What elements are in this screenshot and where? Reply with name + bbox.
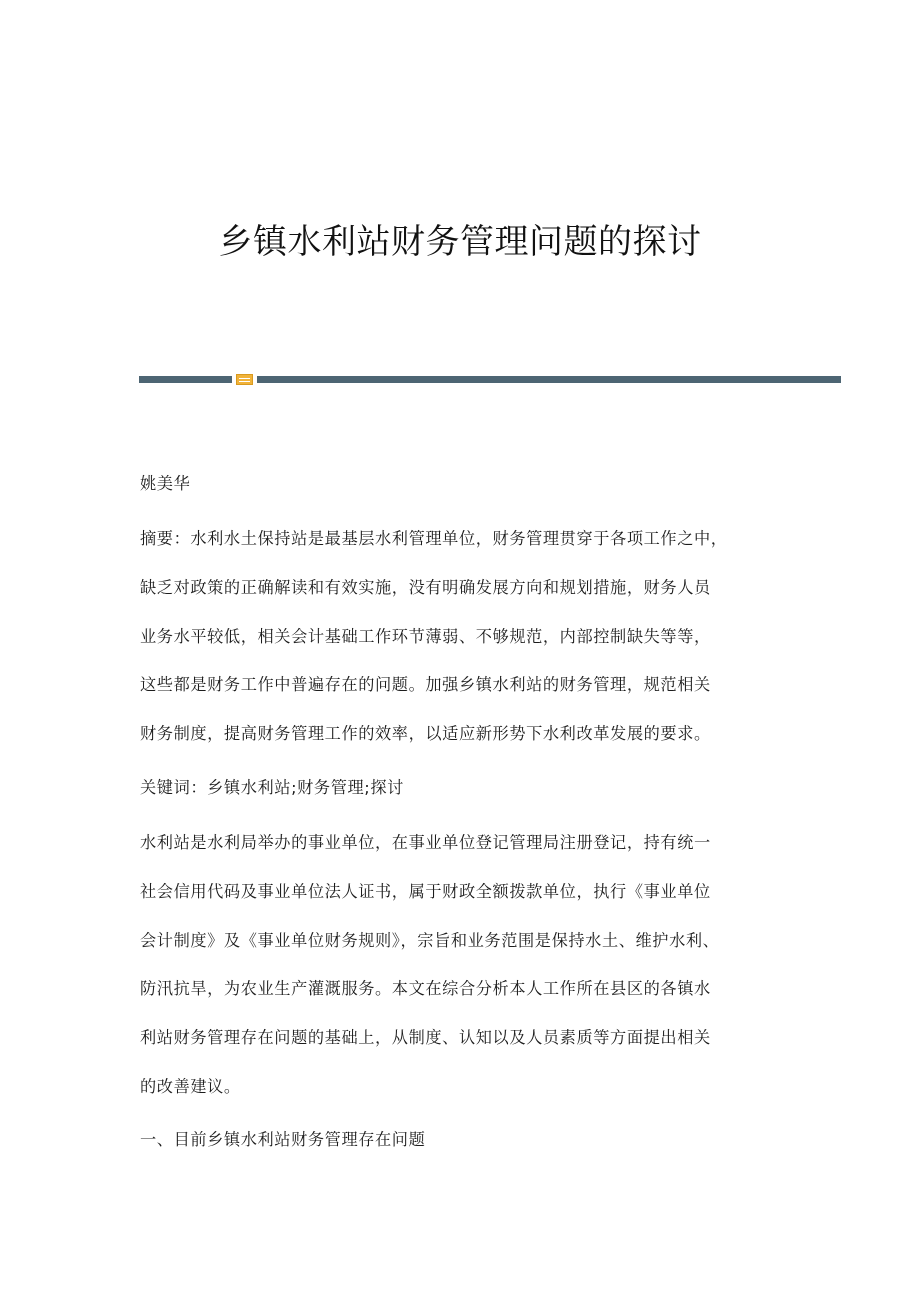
document-title: 乡镇水利站财务管理问题的探讨 (218, 222, 702, 262)
divider-bar-right (257, 376, 841, 383)
abstract-line: 缺乏对政策的正确解读和有效实施，没有明确发展方向和规划措施，财务人员 (140, 578, 711, 597)
author-name: 姚美华 (140, 474, 191, 493)
divider-bar-left (139, 376, 232, 383)
body-line: 会计制度》及《事业单位财务规则》，宗旨和业务范围是保持水土、维护水利、 (140, 931, 720, 950)
body-line: 的改善建议。 (140, 1077, 241, 1096)
abstract-line: 业务水平较低，相关会计基础工作环节薄弱、不够规范，内部控制缺失等等， (140, 627, 711, 646)
divider-ornament-icon (236, 374, 253, 385)
body-line: 社会信用代码及事业单位法人证书，属于财政全额拨款单位，执行《事业单位 (140, 882, 711, 901)
body-line: 水利站是水利局举办的事业单位，在事业单位登记管理局注册登记，持有统一 (140, 833, 711, 852)
abstract-line: 财务制度，提高财务管理工作的效率，以适应新形势下水利改革发展的要求。 (140, 724, 711, 743)
section-heading: 一、目前乡镇水利站财务管理存在问题 (140, 1130, 426, 1149)
body-line: 利站财务管理存在问题的基础上，从制度、认知以及人员素质等方面提出相关 (140, 1028, 711, 1047)
abstract-line: 这些都是财务工作中普遍存在的问题。加强乡镇水利站的财务管理，规范相关 (140, 675, 711, 694)
body-line: 防汛抗旱，为农业生产灌溉服务。本文在综合分析本人工作所在县区的各镇水 (140, 979, 711, 998)
abstract-line: 摘要：水利水土保持站是最基层水利管理单位，财务管理贯穿于各项工作之中， (140, 529, 728, 548)
title-divider (139, 374, 841, 384)
keywords-line: 关键词：乡镇水利站;财务管理;探讨 (140, 778, 404, 797)
